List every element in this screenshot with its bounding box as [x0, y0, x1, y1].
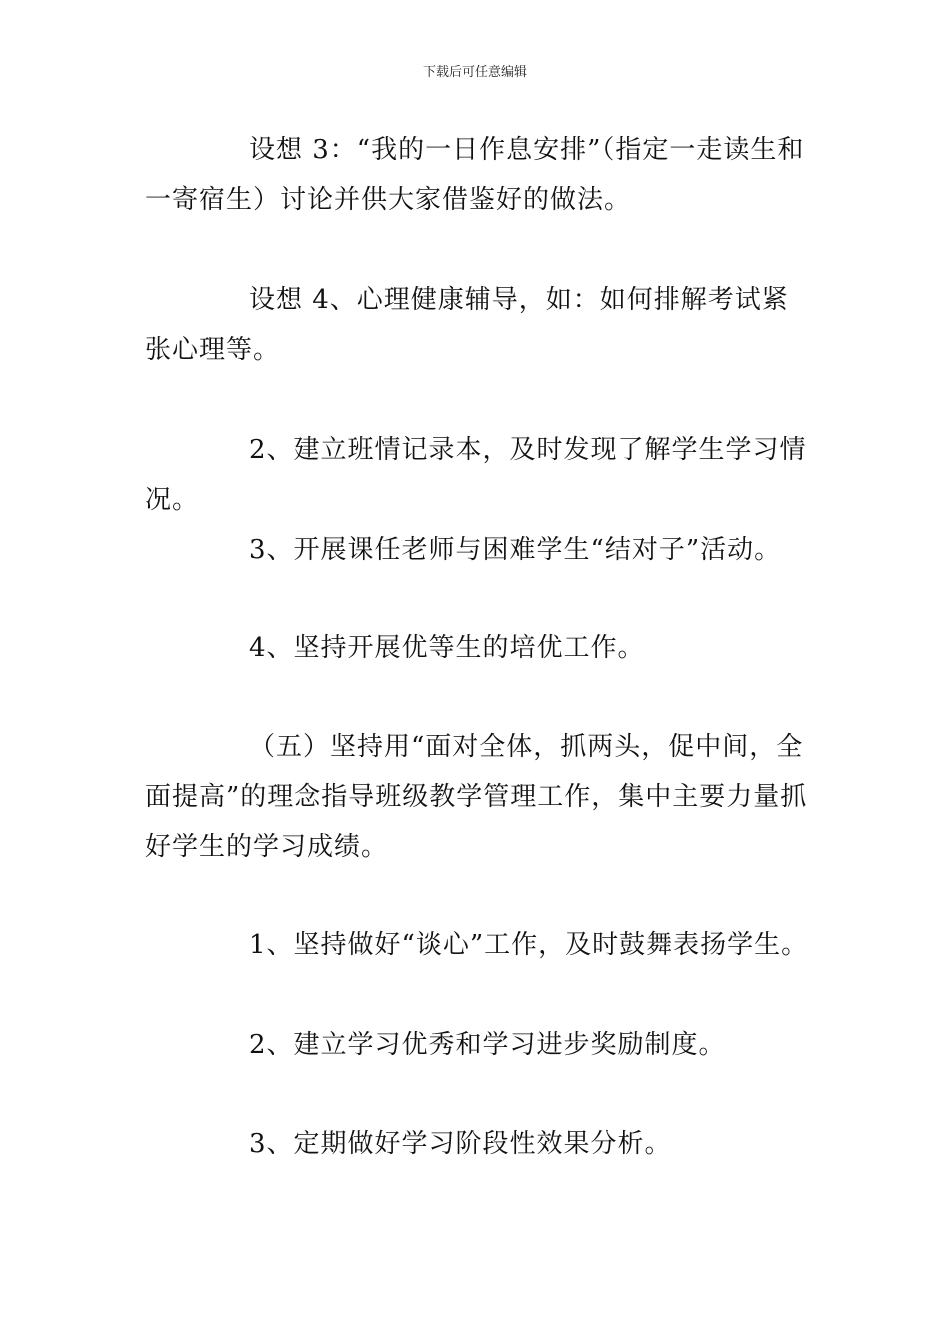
paragraph-section-five: （五）坚持用“面对全体，抓两头，促中间，全面提高”的理念指导班级教学管理工作，集中主要力量抓好学生的学习成绩。	[145, 732, 808, 862]
paragraph-item-3-pairing: 3、开展课任老师与困难学生“结对子”活动。	[249, 535, 782, 565]
paragraph-item-4-top-students: 4、坚持开展优等生的培优工作。	[249, 633, 645, 663]
paragraph-idea-3: 设想 3：“我的一日作息安排”（指定一走读生和一寄宿生）讨论并供大家借鉴好的做法。	[145, 135, 805, 215]
paragraph-item-2-class-record: 2、建立班情记录本，及时发现了解学生学习情况。	[145, 435, 807, 515]
paragraph-item-2-reward-system: 2、建立学习优秀和学习进步奖励制度。	[249, 1030, 726, 1060]
paragraph-item-3-analysis: 3、定期做好学习阶段性效果分析。	[249, 1129, 672, 1159]
page-header: 下载后可任意编辑	[422, 65, 527, 80]
paragraph-idea-4: 设想 4、心理健康辅导，如：如何排解考试紧张心理等。	[145, 285, 789, 365]
paragraph-item-1-heart-talk: 1、坚持做好“谈心”工作，及时鼓舞表扬学生。	[249, 930, 809, 960]
